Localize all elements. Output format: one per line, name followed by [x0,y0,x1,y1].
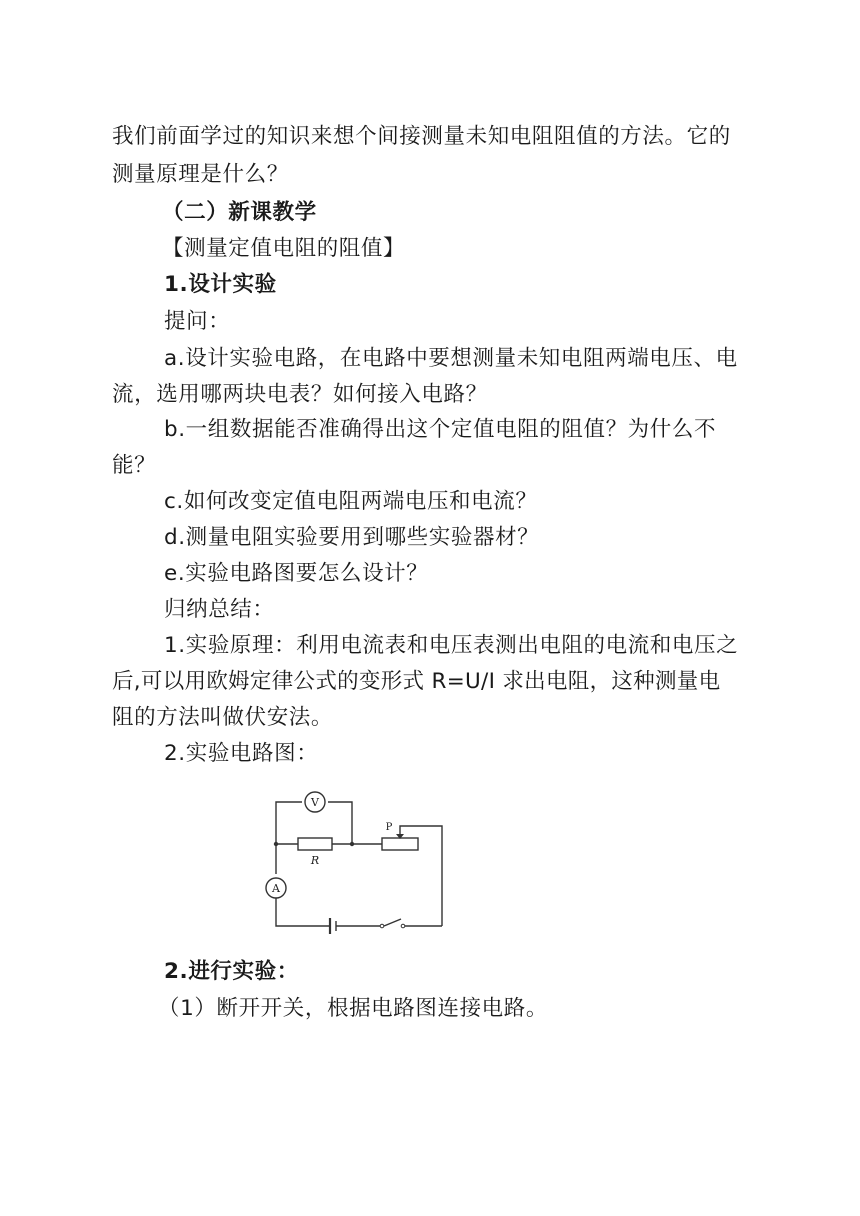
section-heading: （二）新课教学 [162,200,317,225]
resistor-label: R [310,854,320,867]
switch-icon [384,919,401,926]
principle-line1: 1.实验原理：利用电流表和电压表测出电阻的电流和电压之 [164,633,739,658]
question-e: e.实验电路图要怎么设计？ [164,561,429,586]
junction-dot [350,842,354,846]
question-b-line2: 能？ [112,453,157,478]
junction-dot [274,842,278,846]
slider-label: P [385,822,393,833]
wire [276,898,330,926]
circuit-diagram [258,788,458,946]
question-a-line1: a.设计实验电路，在电路中要想测量未知电阻两端电压、电 [164,346,738,371]
circuit-caption: 2.实验电路图： [164,741,319,766]
principle-line3: 阻的方法叫做伏安法。 [112,705,334,730]
step1-heading: 1.设计实验 [164,272,277,297]
question-c: c.如何改变定值电阻两端电压和电流？ [164,489,538,514]
voltmeter-label: V [311,796,319,809]
summary-label: 归纳总结： [164,597,275,622]
paragraph-line: 我们前面学过的知识来想个间接测量未知电阻阻值的方法。它的 [112,124,731,149]
question-b-line1: b.一组数据能否准确得出这个定值电阻的阻值？为什么不 [164,417,717,442]
question-a-line2: 流，选用哪两块电表？如何接入电路？ [112,382,488,407]
principle-line2: 后,可以用欧姆定律公式的变形式 R=U/I 求出电阻，这种测量电 [112,669,721,694]
resistor-icon [298,838,332,850]
switch-contact [401,924,405,928]
ask-label: 提问： [164,309,231,334]
step2-item-1: （1）断开开关，根据电路图连接电路。 [158,996,548,1021]
step2-heading: 2.进行实验： [164,959,299,984]
paragraph-line: 测量原理是什么？ [112,162,289,187]
rheostat-icon [382,838,418,850]
ammeter-label: A [272,882,280,895]
switch-contact [380,924,384,928]
question-d: d.测量电阻实验要用到哪些实验器材？ [164,525,540,550]
topic-heading: 【测量定值电阻的阻值】 [162,236,406,261]
